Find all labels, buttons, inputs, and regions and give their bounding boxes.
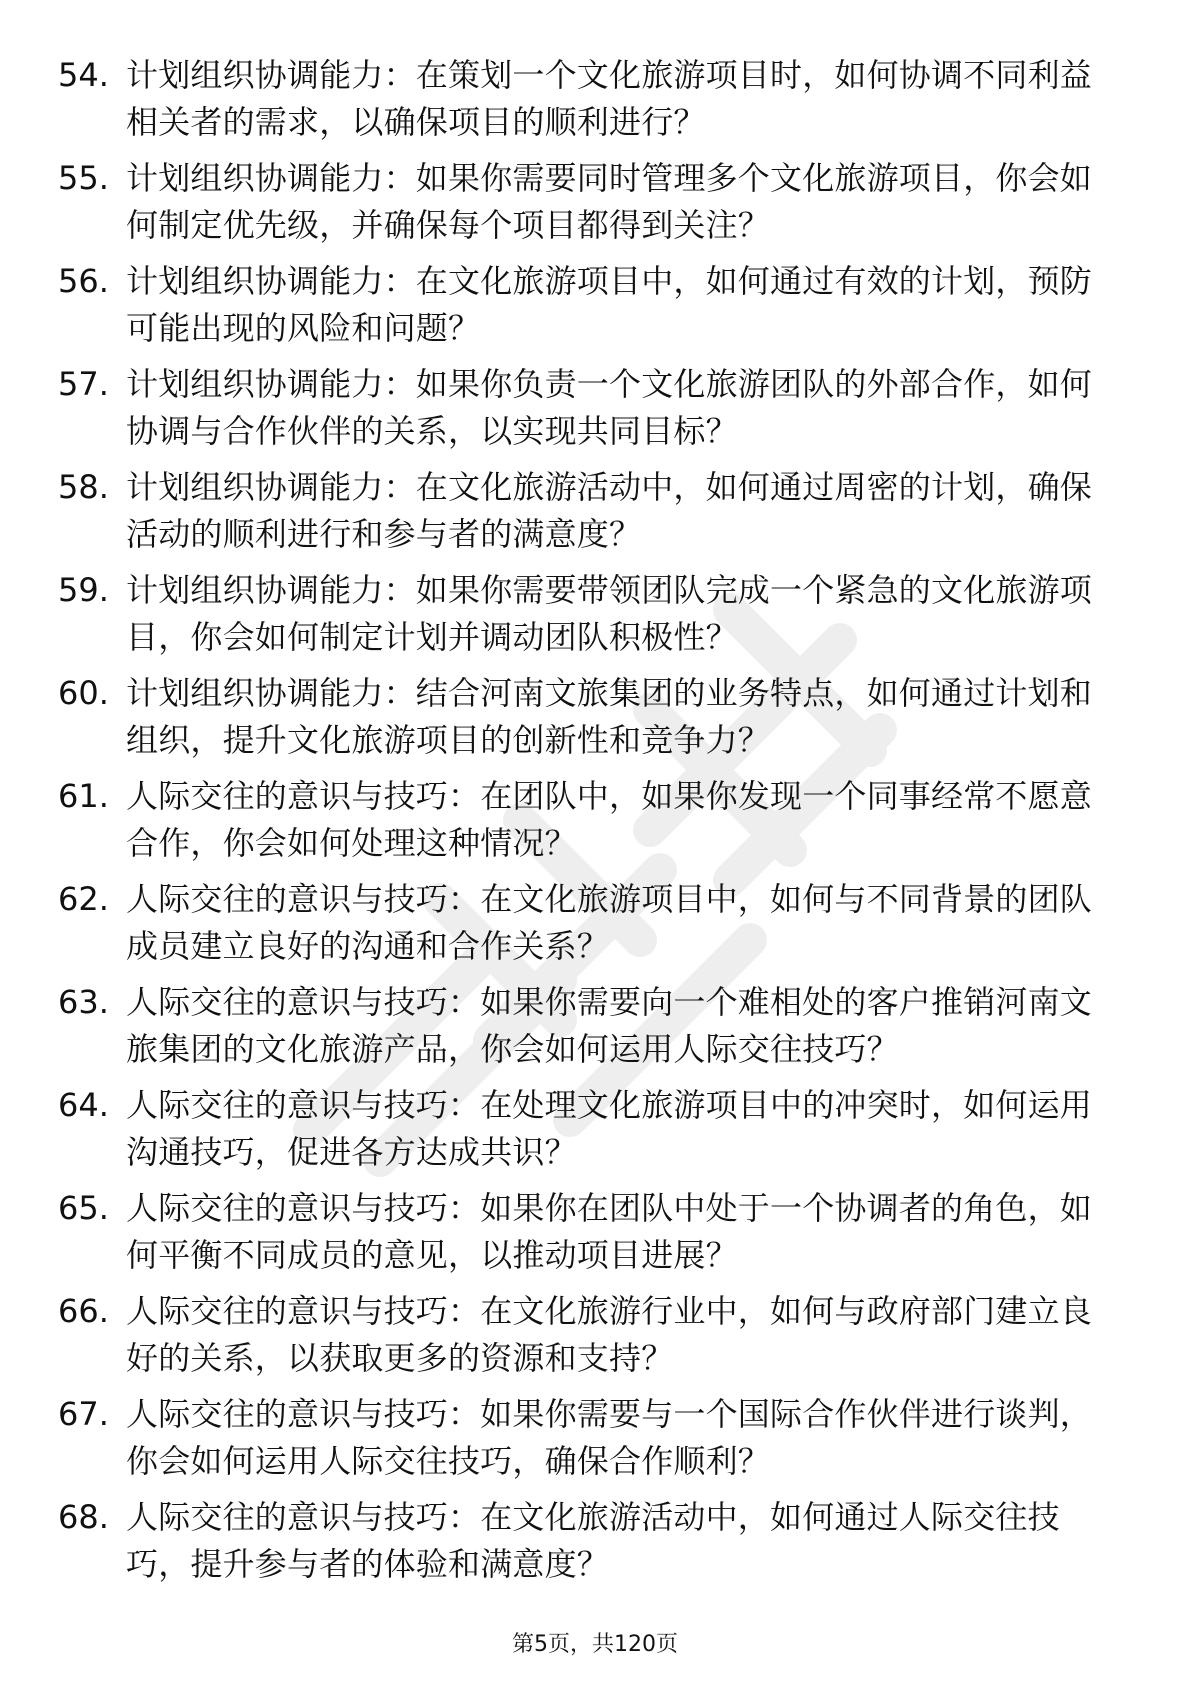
page-footer: 第5页，共120页 (512, 1632, 678, 1657)
question-number: 63. (58, 983, 109, 1021)
question-number: 66. (58, 1292, 109, 1330)
question-item-64 (58, 1082, 1118, 1185)
question-text: 人际交往的意识与技巧：在文化旅游活动中，如何通过人际交往技巧，提升参与者的体验和满意度？ (126, 1498, 1060, 1583)
question-text: 人际交往的意识与技巧：在团队中，如果你发现一个同事经常不愿意合作，你会如何处理这种情况？ (126, 777, 1093, 862)
question-text: 人际交往的意识与技巧：如果你需要向一个难相处的客户推销河南文旅集团的文化旅游产品，你会如何运用人际交往技巧？ (126, 983, 1093, 1068)
question-list (58, 52, 1118, 1597)
question-text: 人际交往的意识与技巧：如果你需要与一个国际合作伙伴进行谈判，你会如何运用人际交往技巧，确保合作顺利？ (126, 1395, 1093, 1480)
question-number: 68. (58, 1498, 109, 1536)
question-item-67 (58, 1391, 1118, 1494)
question-number: 60. (58, 674, 109, 712)
question-item-65 (58, 1185, 1118, 1288)
question-item-63 (58, 979, 1118, 1082)
question-item-59 (58, 567, 1118, 670)
question-text: 计划组织协调能力：如果你需要带领团队完成一个紧急的文化旅游项目，你会如何制定计划并调动团队积极性？ (126, 571, 1093, 656)
question-text: 人际交往的意识与技巧：在文化旅游项目中，如何与不同背景的团队成员建立良好的沟通和合作关系？ (126, 880, 1093, 965)
question-item-58 (58, 464, 1118, 567)
question-number: 55. (58, 159, 109, 197)
question-number: 54. (58, 56, 109, 94)
question-item-62 (58, 876, 1118, 979)
question-number: 62. (58, 880, 109, 918)
question-item-56 (58, 258, 1118, 361)
question-text: 人际交往的意识与技巧：如果你在团队中处于一个协调者的角色，如何平衡不同成员的意见，以推动项目进展？ (126, 1189, 1093, 1274)
question-text: 人际交往的意识与技巧：在处理文化旅游项目中的冲突时，如何运用沟通技巧，促进各方达成共识？ (126, 1086, 1093, 1171)
question-number: 56. (58, 262, 109, 300)
question-item-61 (58, 773, 1118, 876)
question-item-54 (58, 52, 1118, 155)
question-text: 计划组织协调能力：如果你负责一个文化旅游团队的外部合作，如何协调与合作伙伴的关系，以实现共同目标？ (126, 365, 1093, 450)
question-item-55 (58, 155, 1118, 258)
question-text: 计划组织协调能力：在文化旅游活动中，如何通过周密的计划，确保活动的顺利进行和参与者的满意度？ (126, 468, 1093, 553)
question-number: 59. (58, 571, 109, 609)
question-number: 58. (58, 468, 109, 506)
question-text: 人际交往的意识与技巧：在文化旅游行业中，如何与政府部门建立良好的关系，以获取更多的资源和支持？ (126, 1292, 1093, 1377)
question-number: 57. (58, 365, 109, 403)
question-text: 计划组织协调能力：在文化旅游项目中，如何通过有效的计划，预防可能出现的风险和问题？ (126, 262, 1093, 347)
question-item-57 (58, 361, 1118, 464)
question-item-66 (58, 1288, 1118, 1391)
question-text: 计划组织协调能力：结合河南文旅集团的业务特点，如何通过计划和组织，提升文化旅游项目的创新性和竞争力？ (126, 674, 1093, 759)
question-number: 64. (58, 1086, 109, 1124)
question-number: 61. (58, 777, 109, 815)
question-text: 计划组织协调能力：如果你需要同时管理多个文化旅游项目，你会如何制定优先级，并确保每个项目都得到关注？ (126, 159, 1093, 244)
question-item-60 (58, 670, 1118, 773)
question-number: 67. (58, 1395, 109, 1433)
question-text: 计划组织协调能力：在策划一个文化旅游项目时，如何协调不同利益相关者的需求，以确保项目的顺利进行？ (126, 56, 1093, 141)
question-item-68 (58, 1494, 1118, 1597)
question-number: 65. (58, 1189, 109, 1227)
